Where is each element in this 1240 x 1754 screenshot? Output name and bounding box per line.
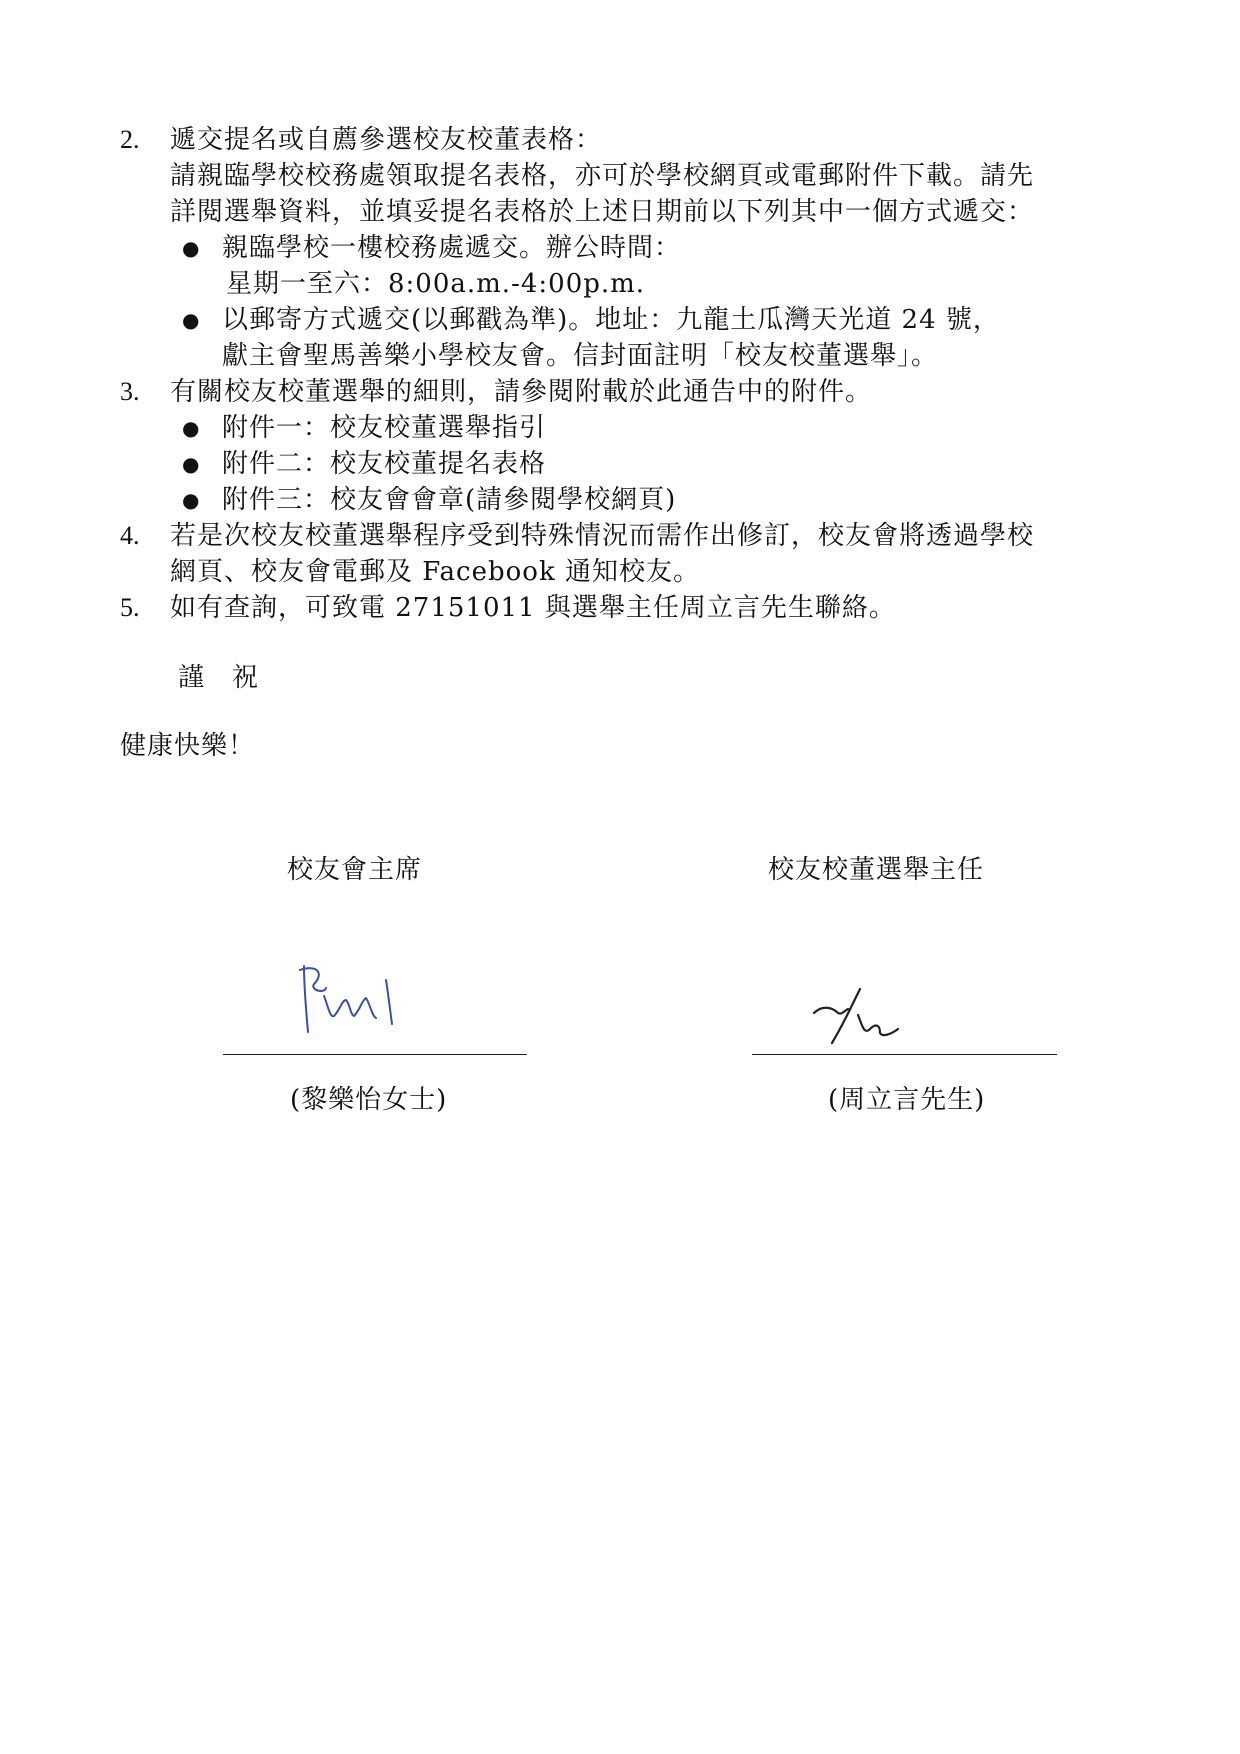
bullet-icon: ● xyxy=(182,416,200,440)
item-3-heading: 有關校友校董選舉的細則，請參閱附載於此通告中的附件。 xyxy=(170,377,873,407)
closing-salutation: 謹 祝 xyxy=(178,663,260,693)
chairman-signature xyxy=(290,960,440,1040)
item-2-bullet-2-line-1: 以郵寄方式遞交(以郵戳為準)。地址：九龍土瓜灣天光道 24 號， xyxy=(222,305,1000,335)
item-2-paragraph-line-1: 請親臨學校校務處領取提名表格，亦可於學校網頁或電郵附件下載。請先 xyxy=(170,161,1035,191)
chairman-name: (黎樂怡女士) xyxy=(290,1085,448,1115)
item-2-bullet-1-line-1: 親臨學校一樓校務處遞交。辦公時間： xyxy=(222,233,682,263)
item-5-line-1: 如有查詢，可致電 27151011 與選舉主任周立言先生聯絡。 xyxy=(170,593,896,623)
bullet-icon: ● xyxy=(182,488,200,512)
bullet-icon: ● xyxy=(182,236,200,260)
item-3-bullet-1: 附件一：校友校董選舉指引 xyxy=(222,413,547,443)
election-officer-name: (周立言先生) xyxy=(828,1085,986,1115)
closing-wish: 健康快樂！ xyxy=(120,731,256,761)
chairman-title: 校友會主席 xyxy=(287,855,423,885)
item-number-2: 2. xyxy=(120,125,140,154)
item-2-bullet-1-line-2: 星期一至六：8:00a.m.-4:00p.m. xyxy=(226,269,646,299)
item-4-line-2: 網頁、校友會電郵及 Facebook 通知校友。 xyxy=(170,557,700,587)
election-officer-signature-line xyxy=(752,1054,1057,1055)
item-number-5: 5. xyxy=(120,593,140,622)
item-4-line-1: 若是次校友校董選舉程序受到特殊情況而需作出修訂，校友會將透過學校 xyxy=(170,521,1035,551)
item-3-bullet-2: 附件二：校友校董提名表格 xyxy=(222,449,547,479)
election-officer-title: 校友校董選舉主任 xyxy=(768,855,985,885)
item-2-heading: 遞交提名或自薦參選校友校董表格： xyxy=(170,125,603,155)
item-3-bullet-3: 附件三：校友會會章(請參閱學校網頁) xyxy=(222,485,677,515)
item-number-3: 3. xyxy=(120,377,140,406)
chairman-signature-line xyxy=(223,1054,527,1055)
item-number-4: 4. xyxy=(120,521,140,550)
item-2-paragraph-line-2: 詳閱選舉資料，並填妥提名表格於上述日期前以下列其中一個方式遞交： xyxy=(170,197,1035,227)
item-2-bullet-2-line-2: 獻主會聖馬善樂小學校友會。信封面註明「校友校董選舉」。 xyxy=(222,341,939,371)
election-officer-signature xyxy=(808,985,908,1055)
bullet-icon: ● xyxy=(182,308,200,332)
bullet-icon: ● xyxy=(182,452,200,476)
